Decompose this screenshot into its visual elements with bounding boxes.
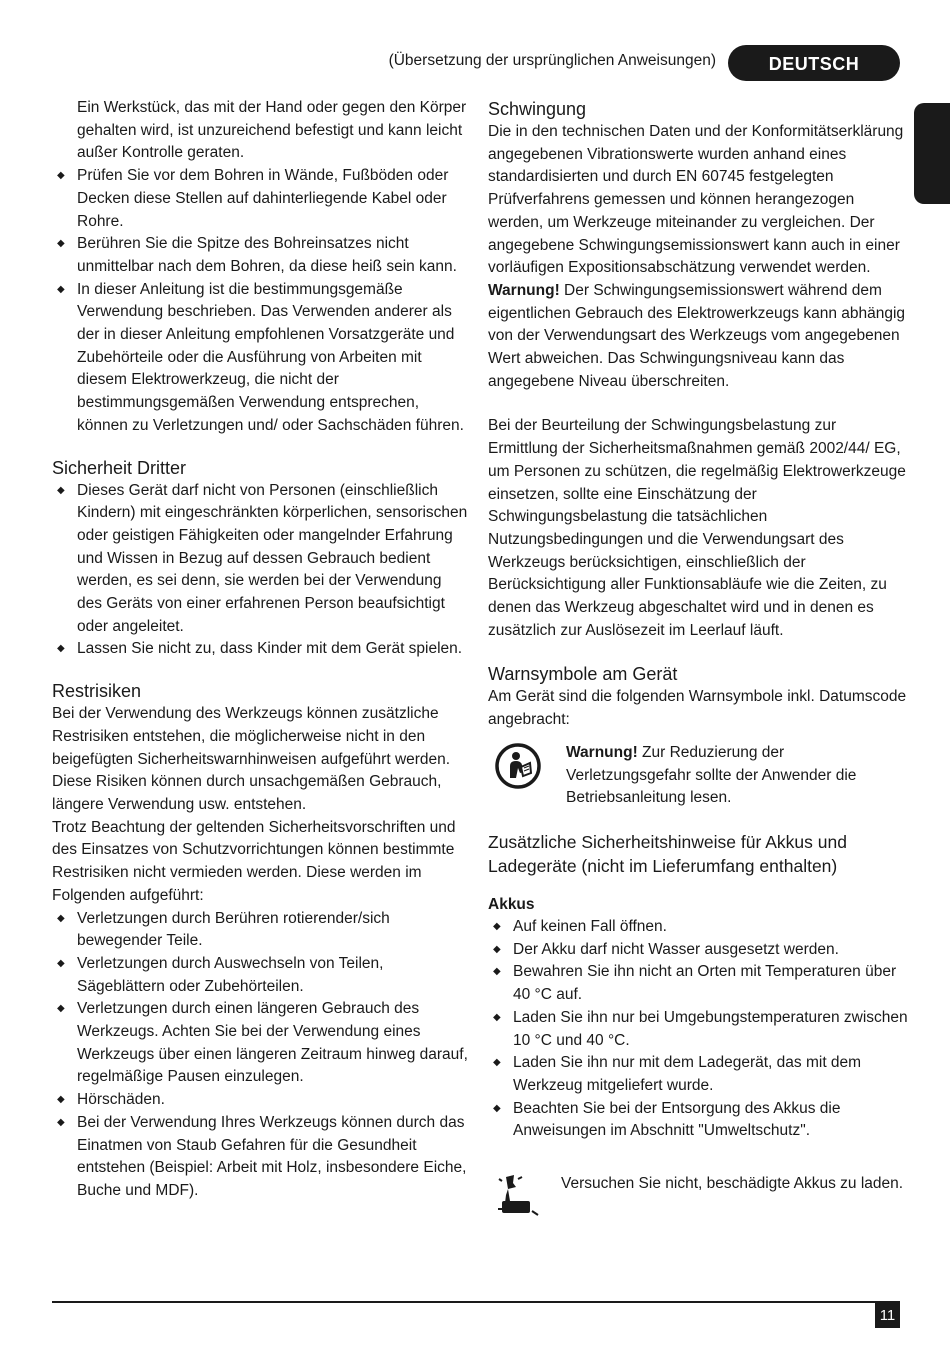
warning-text: Der Schwingungsemissionswert während dem eigentlichen Gebrauch des Elektrowerkzeugs kann abhängig von der Verwendungsart des Werkzeugs vom angegebenen Wert abweichen. Das Schwingungsniveau kann das angegebene Niveau überschreiten. (488, 281, 906, 390)
list-item: ◆ Hörschäden. (52, 1089, 468, 1112)
warning-symbols-intro: Am Gerät sind die folgenden Warnsymbole inkl. Datumscode angebracht: (488, 688, 907, 729)
right-column (488, 97, 908, 1225)
warning-text: Zur Reduzierung der Verletzungsgefahr sollte der Anwender die Betriebsanleitung lesen. (566, 743, 857, 807)
residual-risks-heading: Restrisiken (52, 681, 142, 702)
list-item: ◆ Verletzungen durch Berühren rotierender/sich bewegender Teile. (52, 908, 468, 953)
list-item: ◆ Verletzungen durch Auswechseln von Teilen, Sägeblättern oder Zubehörteilen. (52, 953, 468, 998)
list-item: ◆ Bei der Verwendung Ihres Werkzeugs können durch das Einatmen von Staub Gefahren für die Gesundheit entstehen (Beispiel: Arbeit mit Holz, insbesondere Eiche, Buche und MDF). (52, 1112, 468, 1203)
vibration-paragraph-2: Bei der Beurteilung der Schwingungsbelastung zur Ermittlung der Sicherheitsmaßnahmen gemäß 2002/44/ EG, um Personen zu schützen, die regelmäßig Elektrowerkzeuge einsetzen, sollte eine Einschätzung der Schwingungsbelastung die tatsächlichen Nutzungsbedingungen und die Verwendungsart des Werkzeugs berücksichtigen, einschließlich der Berücksichtigung aller Funktionsabläufe wie die Zeiten, zu denen das Werkzeug abgeschaltet wird und in denen es zusätzlich zur Auslösezeit im Leerlauf läuft. (488, 417, 906, 639)
batteries-subheading: Akkus (488, 895, 535, 913)
language-side-tab (914, 103, 950, 204)
list-item: ◆ Laden Sie ihn nur mit dem Ladegerät, das mit dem Werkzeug mitgeliefert wurde. (488, 1052, 908, 1097)
left-column (52, 97, 468, 1203)
page-number: 11 (875, 1303, 900, 1328)
damaged-battery-icon (488, 1173, 561, 1225)
read-manual-icon (488, 742, 566, 798)
list-item: ◆ Dieses Gerät darf nicht von Personen (einschließlich Kindern) mit eingeschränkten körperlichen, sensorischen oder geistigen Fähigkeiten oder mangelnder Erfahrung und Wissen in Bezug auf dessen Gebrauch bedient werden, es sei denn, sie werden bei der Verwendung des Geräts von einer erfahrenen Person beaufsichtigt oder angeleitet. (52, 480, 468, 639)
residual-paragraph-1: Bei der Verwendung des Werkzeugs können zusätzliche Restrisiken entstehen, die möglicherweise nicht in den beigefügten Sicherheitswarnhinweisen aufgeführt werden. Diese Risiken können durch unsachgemäßen Gebrauch, längere Verwendung usw. entstehen. (52, 705, 451, 813)
battery-safety-heading: Zusätzliche Sicherheitshinweise für Akkus und Ladegeräte (nicht im Lieferumfang enthalten) (488, 831, 847, 876)
battery-list (488, 916, 908, 1143)
list-item: ◆ Auf keinen Fall öffnen. (488, 916, 908, 939)
list-item: ◆ Laden Sie ihn nur bei Umgebungstemperaturen zwischen 10 °C und 40 °C. (488, 1007, 908, 1052)
residual-paragraph-2: Trotz Beachtung der geltenden Sicherheitsvorschriften und des Einsatzes von Schutzvorrichtungen können bestimmte Restrisiken nicht vermieden werden. Diese werden im Folgenden aufgeführt: (52, 818, 456, 904)
warning-symbols-heading: Warnsymbole am Gerät (488, 664, 678, 685)
residual-risks-list (52, 908, 468, 1203)
warning-label: Warnung! (488, 281, 560, 299)
list-item: ◆ In dieser Anleitung ist die bestimmungsgemäße Verwendung beschrieben. Das Verwenden anderer als der in dieser Anleitung empfohlenen Vorsatzgeräte und Zubehörteile oder die Ausführung von Arbeiten mit diesem Elektrowerkzeug, die nicht der bestimmungsgemäßen Verwendung entsprechen, können zu Verletzungen und/ oder Sachschäden führen. (52, 279, 468, 438)
intro-paragraph: Ein Werkstück, das mit der Hand oder gegen den Körper gehalten wird, ist unzureichend befestigt und kann leicht außer Kontrolle geraten. (77, 99, 467, 162)
list-item: ◆ Bewahren Sie ihn nicht an Orten mit Temperaturen über 40 °C auf. (488, 961, 908, 1006)
footer-divider (52, 1301, 900, 1303)
damaged-battery-row (488, 1173, 908, 1225)
list-item: ◆ Berühren Sie die Spitze des Bohreinsatzes nicht unmittelbar nach dem Bohren, da diese heiß sein kann. (52, 233, 468, 278)
warning-label: Warnung! (566, 743, 638, 761)
list-item: ◆ Lassen Sie nicht zu, dass Kinder mit dem Gerät spielen. (52, 638, 468, 661)
third-party-list (52, 480, 468, 662)
drilling-safety-list (52, 165, 468, 437)
read-manual-warning (566, 742, 908, 810)
vibration-heading: Schwingung (488, 99, 587, 119)
vibration-warning (488, 280, 908, 394)
language-badge: DEUTSCH (728, 45, 900, 81)
damaged-battery-note: Versuchen Sie nicht, beschädigte Akkus zu laden. (561, 1175, 904, 1193)
read-manual-symbol-row (488, 742, 908, 810)
third-party-heading: Sicherheit Dritter (52, 457, 187, 478)
list-item: ◆ Prüfen Sie vor dem Bohren in Wände, Fußböden oder Decken diese Stellen auf dahinterliegende Kabel oder Rohre. (52, 165, 468, 233)
vibration-paragraph-1: Die in den technischen Daten und der Konformitätserklärung angegebenen Vibrationswerte wurden anhand eines standardisierten und durch EN 60745 festgelegten Prüfverfahrens gemessen und können herangezogen werden, um Werkzeuge miteinander zu vergleichen. Der angegebene Schwingungsemissionswert kann auch in einer vorläufigen Expositionsabschätzung verwendet werden. (488, 123, 904, 277)
list-item: ◆ Der Akku darf nicht Wasser ausgesetzt werden. (488, 939, 908, 962)
list-item: ◆ Verletzungen durch einen längeren Gebrauch des Werkzeugs. Achten Sie bei der Verwendung eines Werkzeugs über einen längeren Zeitraum hinweg darauf, regelmäßige Pausen einzulegen. (52, 998, 468, 1089)
document-subtitle: (Übersetzung der ursprünglichen Anweisungen) (388, 52, 716, 69)
list-item: ◆ Beachten Sie bei der Entsorgung des Akkus die Anweisungen im Abschnitt "Umweltschutz". (488, 1098, 908, 1143)
